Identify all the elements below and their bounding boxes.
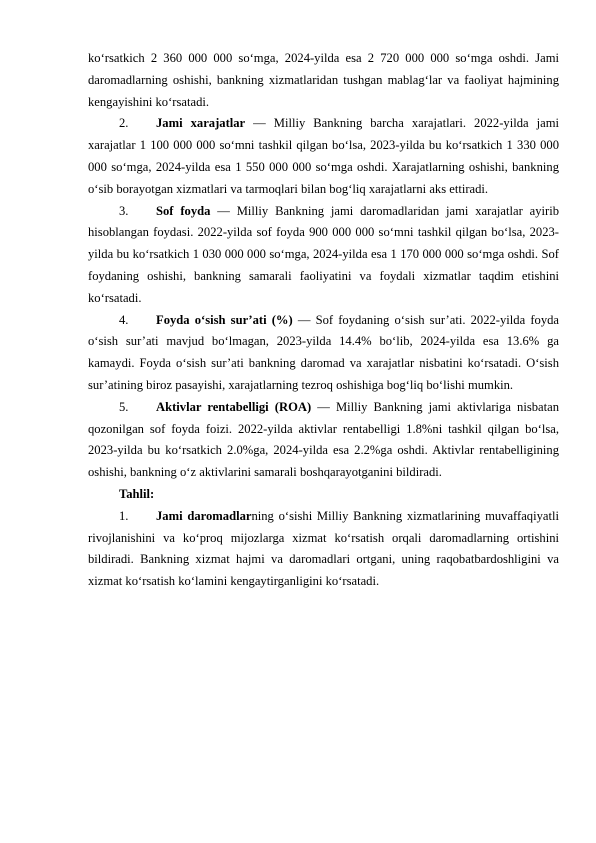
term-description: ning o‘sishi Milliy Bankning xizmatlarining muvaffaqiyatli rivojlanishini va ko‘proq mijozlarga xizmat ko‘rsatish orqali daromadlarning ortishini bildiradi. Bankning xizmat hajmi va daromadlari ortgani, uning raqobatbardoshligini va xizmat ko‘rsatish ko‘lamini kengaytirganligini ko‘rsatadi. <box>88 508 559 589</box>
term-description: — Milliy Bankning jami aktivlariga nisbatan qozonilgan sof foyda foizi. 2022-yilda aktivlar rentabelligi 1.8%ni tashkil qilgan bo‘lsa, 2023-yilda bu ko‘rsatkich 2.0%ga, 2024-yilda esa 2.2%ga oshdi. Aktivlar rentabelligining oshishi, bankning o‘z aktivlarini samarali boshqarayotganini bildiradi. <box>88 399 560 480</box>
analysis-item-jami-daromadlar <box>88 506 559 593</box>
list-item-sof-foyda <box>88 201 559 310</box>
section-heading-tahlil <box>88 484 559 506</box>
term-description: — Milliy Bankning barcha xarajatlari. 2022-yilda jami xarajatlar 1 100 000 000 so‘mni tashkil qilgan bo‘lsa, 2023-yilda bu ko‘rsatkich 1 330 000 000 so‘mga, 2024-yilda esa 1 550 000 000 so‘mga oshdi. Xarajatlarning oshishi, bankning o‘sib borayotgan xizmatlari va tarmoqlari bilan bog‘liq xarajatlarni aks ettiradi. <box>88 116 559 196</box>
list-number: 2. <box>119 116 129 131</box>
term-bold: Foyda o‘sish sur’ati (%) <box>156 312 293 327</box>
term-bold: Sof foyda <box>156 203 211 218</box>
list-number: 3. <box>119 203 129 218</box>
term-bold: Jami xarajatlar <box>156 116 246 131</box>
list-number: 4. <box>119 312 129 327</box>
list-number: 5. <box>119 399 129 414</box>
term-description: — Milliy Bankning jami daromadlaridan jami xarajatlar ayirib hisoblangan foydasi. 2022-yilda sof foyda 900 000 000 so‘mni tashkil qilgan bo‘lsa, 2023-yilda bu ko‘rsatkich 1 030 000 000 so‘mga, 2024-yilda esa 1 170 000 000 so‘mga oshdi. Sof foydaning oshishi, bankning samarali faoliyatini va foydali xizmatlar taqdim etishini ko‘rsatadi. <box>88 203 560 305</box>
term-bold: Jami daromadlar <box>156 508 252 523</box>
list-number: 1. <box>119 508 129 523</box>
list-item-jami-xarajatlar <box>88 113 559 200</box>
list-item-aktivlar-rentabelligi <box>88 397 559 484</box>
document-body <box>88 48 559 593</box>
paragraph-continuation: ko‘rsatkich 2 360 000 000 so‘mga, 2024-yilda esa 2 720 000 000 so‘mga oshdi. Jami daromadlarning oshishi, bankning xizmatlaridan tushgan mablag‘lar va faoliyat hajmining kengayishini ko‘rsatadi. <box>88 51 559 109</box>
list-item-foyda-osish-surati <box>88 310 559 397</box>
term-description: — Sof foydaning o‘sish sur’ati. 2022-yilda foyda o‘sish sur’ati mavjud bo‘lmagan, 2023-yilda 14.4% bo‘lib, 2024-yilda esa 13.6% ga kamaydi. Foyda o‘sish sur’ati bankning daromad va xarajatlar nisbatini ko‘rsatadi. O‘sish sur’atining biroz pasayishi, xarajatlarning tezroq oshishiga bog‘liq bo‘lishi mumkin. <box>88 312 560 392</box>
term-bold: Aktivlar rentabelligi (ROA) <box>156 399 312 414</box>
heading-text: Tahlil: <box>119 486 155 501</box>
